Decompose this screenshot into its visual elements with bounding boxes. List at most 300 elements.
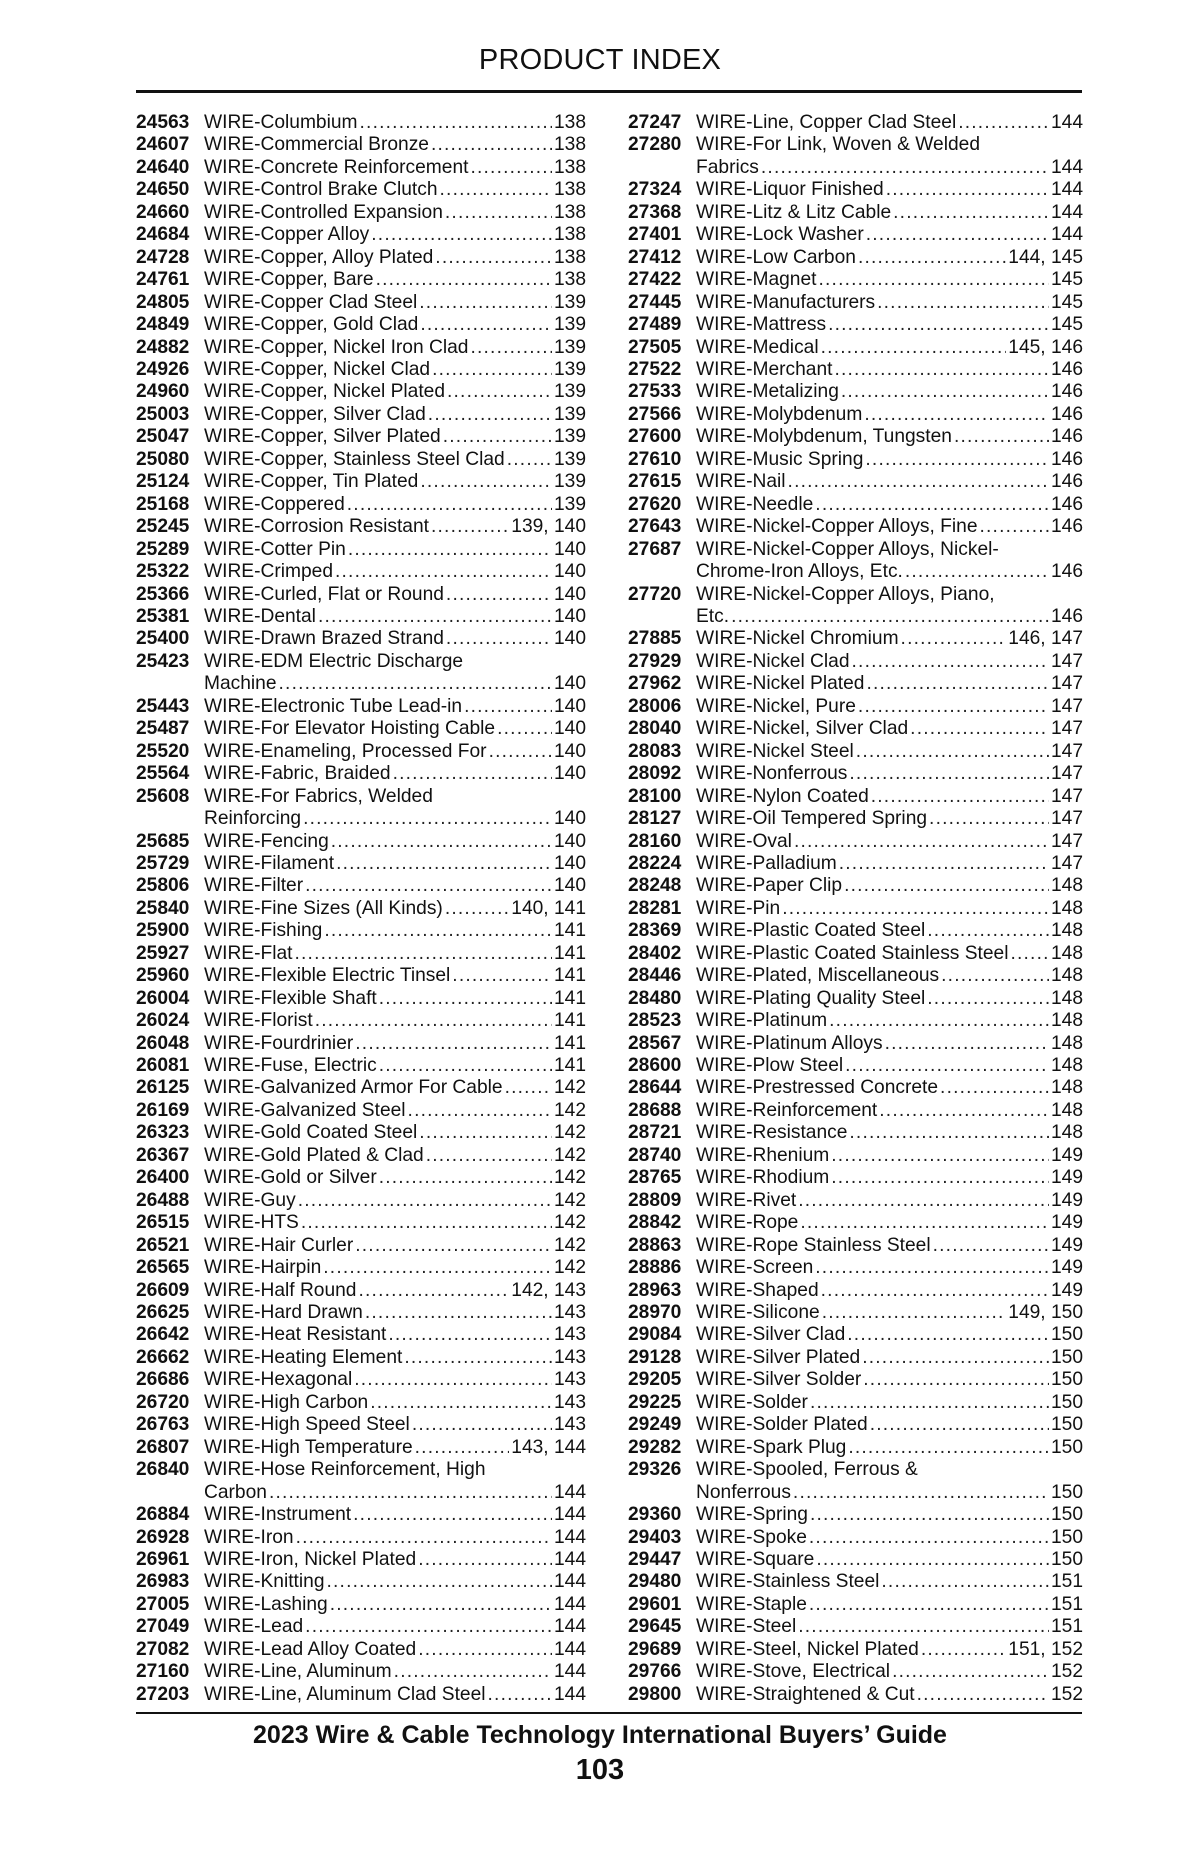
product-code: 26565 bbox=[136, 1257, 190, 1279]
page-reference: 146 bbox=[1050, 561, 1083, 583]
dot-leader bbox=[446, 584, 552, 606]
page-reference: 138 bbox=[553, 224, 586, 246]
dot-leader bbox=[798, 1190, 1049, 1212]
product-label: WIRE-Nickel-Copper Alloys, Piano, bbox=[696, 583, 995, 605]
index-entry bbox=[136, 516, 586, 538]
product-label: WIRE-Music Spring bbox=[696, 448, 864, 470]
product-code: 26928 bbox=[136, 1526, 190, 1548]
page-reference: 140 bbox=[553, 852, 586, 874]
page-reference: 150 bbox=[1050, 1436, 1083, 1458]
product-label: WIRE-Copper, Alloy Plated bbox=[204, 246, 434, 268]
product-code: 27005 bbox=[136, 1593, 190, 1615]
product-code: 25289 bbox=[136, 538, 190, 560]
product-code: 24926 bbox=[136, 358, 190, 380]
product-code: 25806 bbox=[136, 875, 190, 897]
page-reference: 139 bbox=[553, 426, 586, 448]
page-reference: 149 bbox=[1050, 1189, 1083, 1211]
page-reference: 144 bbox=[1050, 179, 1083, 201]
dot-leader bbox=[910, 718, 1049, 740]
page-reference: 146 bbox=[1050, 358, 1083, 380]
product-code: 29689 bbox=[628, 1638, 682, 1660]
index-entry bbox=[136, 763, 586, 785]
product-label: WIRE-Curled, Flat or Round bbox=[204, 583, 444, 605]
index-entry bbox=[136, 134, 586, 156]
dot-leader bbox=[298, 1190, 552, 1212]
product-code: 27445 bbox=[628, 291, 682, 313]
index-entry bbox=[628, 269, 1083, 291]
dot-leader bbox=[360, 112, 552, 134]
page-reference: 147 bbox=[1050, 740, 1083, 762]
dot-leader bbox=[940, 1077, 1049, 1099]
dot-leader bbox=[418, 1549, 552, 1571]
index-column-right bbox=[628, 112, 1083, 1706]
product-code: 29447 bbox=[628, 1549, 682, 1570]
dot-leader bbox=[849, 763, 1049, 785]
page-reference: 149 bbox=[1050, 1144, 1083, 1166]
product-label: WIRE-Iron, Nickel Plated bbox=[204, 1549, 417, 1570]
index-entry bbox=[628, 875, 1083, 897]
dot-leader bbox=[905, 561, 1049, 583]
product-label: WIRE-Screen bbox=[696, 1257, 814, 1279]
dot-leader bbox=[816, 1549, 1049, 1571]
product-label: WIRE-Medical bbox=[696, 336, 819, 358]
page-reference: 146, 147 bbox=[1008, 628, 1083, 650]
index-entry bbox=[628, 1257, 1083, 1279]
dot-leader bbox=[445, 202, 552, 224]
page-reference: 140 bbox=[553, 875, 586, 897]
dot-leader bbox=[418, 1639, 552, 1661]
dot-leader bbox=[839, 853, 1049, 875]
dot-leader bbox=[844, 875, 1049, 897]
product-code: 28688 bbox=[628, 1099, 682, 1121]
product-code: 29645 bbox=[628, 1616, 682, 1638]
page-reference: 144 bbox=[1050, 201, 1083, 223]
product-code: 26488 bbox=[136, 1189, 190, 1211]
page-reference: 144 bbox=[553, 1683, 586, 1705]
index-entry bbox=[136, 1571, 586, 1593]
product-code: 24805 bbox=[136, 291, 190, 313]
page-reference: 139 bbox=[553, 314, 586, 336]
index-entry bbox=[136, 1437, 586, 1459]
page-reference: 140 bbox=[553, 628, 586, 650]
product-label: WIRE-Silver Clad bbox=[696, 1324, 846, 1346]
dot-leader bbox=[404, 1347, 552, 1369]
product-label: WIRE-Corrosion Resistant bbox=[204, 516, 429, 538]
index-entry bbox=[136, 292, 586, 314]
product-label: WIRE-Fine Sizes (All Kinds) bbox=[204, 897, 443, 919]
page-reference: 150 bbox=[1050, 1414, 1083, 1436]
product-code: 28809 bbox=[628, 1189, 682, 1211]
page-reference: 142 bbox=[553, 1189, 586, 1211]
dot-leader bbox=[431, 516, 509, 538]
index-entry bbox=[628, 831, 1083, 853]
product-label: WIRE-Platinum bbox=[696, 1010, 828, 1032]
page-reference: 138 bbox=[553, 156, 586, 178]
product-label: Fabrics bbox=[696, 156, 759, 178]
dot-leader bbox=[415, 1437, 510, 1459]
index-entry bbox=[136, 539, 586, 561]
dot-leader bbox=[335, 561, 552, 583]
product-code: 25487 bbox=[136, 718, 190, 740]
index-entry bbox=[136, 1504, 586, 1526]
page-reference: 144 bbox=[553, 1616, 586, 1638]
product-label: WIRE-Square bbox=[696, 1549, 815, 1570]
footer-title: 2023 Wire & Cable Technology International Buyers’ Guide bbox=[253, 1721, 947, 1749]
dot-leader bbox=[834, 359, 1049, 381]
product-label: WIRE-Needle bbox=[696, 493, 814, 515]
page-reference: 146 bbox=[1050, 471, 1083, 493]
index-entry bbox=[628, 584, 1083, 629]
product-code: 27610 bbox=[628, 448, 682, 470]
product-code: 27885 bbox=[628, 628, 682, 650]
index-entry bbox=[136, 449, 586, 471]
product-label: WIRE-Copper, Nickel Plated bbox=[204, 381, 445, 403]
page-reference: 138 bbox=[553, 269, 586, 291]
index-entry bbox=[136, 853, 586, 875]
index-entry bbox=[628, 1661, 1083, 1683]
index-entry bbox=[628, 1055, 1083, 1077]
product-label: WIRE-Hexagonal bbox=[204, 1369, 353, 1391]
page-reference: 141 bbox=[553, 920, 586, 942]
dot-leader bbox=[810, 1504, 1049, 1526]
product-code: 27687 bbox=[628, 538, 682, 560]
page-reference: 147 bbox=[1050, 718, 1083, 740]
index-entry bbox=[628, 134, 1083, 179]
product-label: WIRE-Silver Plated bbox=[696, 1346, 861, 1368]
dot-leader bbox=[426, 1145, 552, 1167]
product-code: 28083 bbox=[628, 740, 682, 762]
index-entry bbox=[136, 920, 586, 942]
product-label: WIRE-Cotter Pin bbox=[204, 538, 346, 560]
index-entry bbox=[136, 1010, 586, 1032]
product-label: WIRE-Platinum Alloys bbox=[696, 1032, 883, 1054]
product-label: WIRE-HTS bbox=[204, 1212, 299, 1234]
product-code: 29205 bbox=[628, 1369, 682, 1391]
product-code: 24761 bbox=[136, 269, 190, 291]
dot-leader bbox=[445, 898, 509, 920]
dot-leader bbox=[892, 1661, 1049, 1683]
page-reference: 145 bbox=[1050, 314, 1083, 336]
dot-leader bbox=[788, 471, 1049, 493]
product-label: WIRE-Lashing bbox=[204, 1593, 328, 1615]
product-code: 26807 bbox=[136, 1436, 190, 1458]
dot-leader bbox=[353, 1504, 552, 1526]
index-column-left bbox=[136, 112, 586, 1706]
dot-leader bbox=[419, 292, 552, 314]
product-code: 28160 bbox=[628, 830, 682, 852]
dot-leader bbox=[431, 134, 552, 156]
page-reference: 148 bbox=[1050, 1099, 1083, 1121]
dot-leader bbox=[815, 494, 1049, 516]
product-label: WIRE-Copper, Stainless Steel Clad bbox=[204, 448, 505, 470]
dot-leader bbox=[296, 1527, 552, 1549]
page-reference: 148 bbox=[1050, 965, 1083, 987]
page-reference: 143 bbox=[553, 1302, 586, 1324]
page-reference: 140 bbox=[553, 718, 586, 740]
product-label: WIRE-Hairpin bbox=[204, 1257, 322, 1279]
dot-leader bbox=[845, 1055, 1049, 1077]
product-code: 27203 bbox=[136, 1683, 190, 1705]
page-reference: 140 bbox=[553, 673, 586, 695]
product-label: WIRE-Line, Aluminum Clad Steel bbox=[204, 1683, 486, 1705]
page-reference: 150 bbox=[1050, 1391, 1083, 1413]
product-label: WIRE-Oil Tempered Spring bbox=[696, 808, 928, 830]
page-reference: 149, 150 bbox=[1008, 1302, 1083, 1324]
dot-leader bbox=[505, 1077, 552, 1099]
product-code: 24960 bbox=[136, 381, 190, 403]
index-entry bbox=[628, 1302, 1083, 1324]
product-code: 28040 bbox=[628, 718, 682, 740]
page-reference: 141 bbox=[553, 1032, 586, 1054]
index-entry bbox=[628, 1167, 1083, 1189]
dot-leader bbox=[452, 965, 552, 987]
page-reference: 150 bbox=[1050, 1526, 1083, 1548]
product-code: 28963 bbox=[628, 1279, 682, 1301]
page-reference: 141 bbox=[553, 1010, 586, 1032]
dot-leader bbox=[318, 606, 552, 628]
page-reference: 139 bbox=[553, 448, 586, 470]
product-label: WIRE-Knitting bbox=[204, 1571, 325, 1593]
page-reference: 149 bbox=[1050, 1212, 1083, 1234]
product-label: WIRE-Copper, Bare bbox=[204, 269, 374, 291]
dot-leader bbox=[849, 1122, 1049, 1144]
index-entry bbox=[136, 1055, 586, 1077]
index-entry bbox=[628, 1527, 1083, 1549]
dot-leader bbox=[315, 1010, 552, 1032]
product-code: 24728 bbox=[136, 246, 190, 268]
product-code: 26169 bbox=[136, 1099, 190, 1121]
product-code: 24640 bbox=[136, 156, 190, 178]
product-code: 27505 bbox=[628, 336, 682, 358]
dot-leader bbox=[822, 1302, 1007, 1324]
product-code: 29282 bbox=[628, 1436, 682, 1458]
page-reference: 144 bbox=[1050, 112, 1083, 133]
index-entry bbox=[136, 1190, 586, 1212]
product-label: WIRE-Flexible Electric Tinsel bbox=[204, 965, 451, 987]
product-label: WIRE-Nickel, Pure bbox=[696, 695, 856, 717]
dot-leader bbox=[488, 1684, 552, 1706]
index-entry bbox=[136, 314, 586, 336]
page-reference: 140, 141 bbox=[511, 897, 586, 919]
product-label: WIRE-Copper, Tin Plated bbox=[204, 471, 419, 493]
dot-leader bbox=[954, 426, 1049, 448]
product-label: WIRE-Spooled, Ferrous & bbox=[696, 1459, 918, 1481]
dot-leader bbox=[929, 808, 1049, 830]
dot-leader bbox=[348, 539, 552, 561]
product-code: 25047 bbox=[136, 426, 190, 448]
dot-leader bbox=[393, 763, 552, 785]
page-reference: 148 bbox=[1050, 987, 1083, 1009]
product-code: 27368 bbox=[628, 201, 682, 223]
product-code: 28740 bbox=[628, 1144, 682, 1166]
dot-leader bbox=[394, 1661, 552, 1683]
page-reference: 142 bbox=[553, 1257, 586, 1279]
index-entry bbox=[136, 247, 586, 269]
dot-leader bbox=[435, 247, 552, 269]
dot-leader bbox=[370, 1392, 552, 1414]
index-entry bbox=[136, 404, 586, 426]
dot-leader bbox=[793, 1482, 1049, 1504]
page-reference: 144 bbox=[553, 1638, 586, 1660]
dot-leader bbox=[464, 696, 552, 718]
product-label: WIRE-Stove, Electrical bbox=[696, 1661, 891, 1683]
index-entry bbox=[136, 1212, 586, 1234]
product-label: WIRE-Hard Drawn bbox=[204, 1302, 363, 1324]
dot-leader bbox=[305, 1616, 552, 1638]
product-label: WIRE-Nickel Steel bbox=[696, 740, 854, 762]
page-reference: 140 bbox=[553, 695, 586, 717]
index-entry bbox=[628, 337, 1083, 359]
product-code: 24607 bbox=[136, 134, 190, 156]
dot-leader bbox=[794, 831, 1049, 853]
dot-leader bbox=[303, 808, 552, 830]
dot-leader bbox=[440, 179, 552, 201]
index-entry bbox=[628, 224, 1083, 246]
index-entry bbox=[136, 584, 586, 606]
product-code: 26884 bbox=[136, 1504, 190, 1526]
product-label: WIRE-Lead Alloy Coated bbox=[204, 1638, 417, 1660]
page-reference: 144 bbox=[553, 1504, 586, 1526]
page-reference: 144 bbox=[553, 1481, 586, 1503]
product-label: WIRE-Iron bbox=[204, 1526, 294, 1548]
footer-rule bbox=[136, 1712, 1082, 1714]
index-entry bbox=[628, 943, 1083, 965]
index-entry bbox=[628, 651, 1083, 673]
index-entry bbox=[136, 741, 586, 763]
index-entry bbox=[136, 1549, 586, 1571]
page-reference: 143 bbox=[553, 1414, 586, 1436]
product-label: WIRE-Prestressed Concrete bbox=[696, 1077, 939, 1099]
product-label: WIRE-Plow Steel bbox=[696, 1055, 844, 1077]
page-reference: 149 bbox=[1050, 1257, 1083, 1279]
index-entry bbox=[136, 786, 586, 831]
product-label: WIRE-Fuse, Electric bbox=[204, 1055, 377, 1077]
index-entry bbox=[628, 539, 1083, 584]
dot-leader bbox=[852, 651, 1049, 673]
product-label: WIRE-Solder Plated bbox=[696, 1414, 868, 1436]
product-label: WIRE-Guy bbox=[204, 1189, 296, 1211]
index-entry bbox=[628, 359, 1083, 381]
dot-leader bbox=[408, 1100, 552, 1122]
product-code: 27412 bbox=[628, 246, 682, 268]
product-code: 26642 bbox=[136, 1324, 190, 1346]
page-reference: 147 bbox=[1050, 852, 1083, 874]
index-entry bbox=[628, 1347, 1083, 1369]
product-code: 27082 bbox=[136, 1638, 190, 1660]
dot-leader bbox=[294, 943, 552, 965]
product-label: WIRE-Nickel Plated bbox=[696, 673, 865, 695]
page-reference: 144 bbox=[553, 1549, 586, 1570]
page-reference: 147 bbox=[1050, 695, 1083, 717]
index-entry bbox=[628, 1437, 1083, 1459]
index-entry bbox=[136, 1167, 586, 1189]
product-label: WIRE-Silicone bbox=[696, 1302, 820, 1324]
dot-leader bbox=[432, 359, 552, 381]
product-code: 25520 bbox=[136, 740, 190, 762]
index-entry bbox=[628, 202, 1083, 224]
page-reference: 148 bbox=[1050, 942, 1083, 964]
product-label: WIRE-Rhodium bbox=[696, 1167, 830, 1189]
product-code: 25381 bbox=[136, 605, 190, 627]
page-reference: 150 bbox=[1050, 1324, 1083, 1346]
product-label: WIRE-Magnet bbox=[696, 269, 817, 291]
product-label: WIRE-Line, Aluminum bbox=[204, 1661, 392, 1683]
page-reference: 148 bbox=[1050, 875, 1083, 897]
product-label: WIRE-Filament bbox=[204, 852, 335, 874]
dot-leader bbox=[379, 1167, 552, 1189]
index-entry bbox=[628, 1549, 1083, 1571]
product-code: 24882 bbox=[136, 336, 190, 358]
index-entry bbox=[628, 786, 1083, 808]
page-reference: 151 bbox=[1050, 1616, 1083, 1638]
index-entry bbox=[136, 831, 586, 853]
dot-leader bbox=[388, 1324, 552, 1346]
product-label: WIRE-Nickel Chromium bbox=[696, 628, 899, 650]
dot-leader bbox=[901, 628, 1007, 650]
page-reference: 140 bbox=[553, 740, 586, 762]
product-label: WIRE-Nylon Coated bbox=[696, 785, 869, 807]
index-entry bbox=[136, 965, 586, 987]
dot-leader bbox=[917, 1684, 1049, 1706]
index-entry bbox=[628, 853, 1083, 875]
product-label: WIRE-Controlled Expansion bbox=[204, 201, 443, 223]
page-reference: 146 bbox=[1050, 448, 1083, 470]
index-entry bbox=[136, 1661, 586, 1683]
product-code: 26625 bbox=[136, 1302, 190, 1324]
page-reference: 144 bbox=[553, 1593, 586, 1615]
page-reference: 144 bbox=[1050, 156, 1083, 178]
product-code: 24849 bbox=[136, 314, 190, 336]
dot-leader bbox=[470, 337, 552, 359]
dot-leader bbox=[279, 673, 552, 695]
dot-leader bbox=[412, 1414, 552, 1436]
product-code: 25080 bbox=[136, 448, 190, 470]
dot-leader bbox=[497, 718, 552, 740]
product-code: 25423 bbox=[136, 650, 190, 672]
page-reference: 151, 152 bbox=[1008, 1638, 1083, 1660]
page-reference: 150 bbox=[1050, 1504, 1083, 1526]
product-label: WIRE-Concrete Reinforcement bbox=[204, 156, 469, 178]
index-entry bbox=[136, 1369, 586, 1391]
product-label: WIRE-Low Carbon bbox=[696, 246, 856, 268]
product-code: 28600 bbox=[628, 1055, 682, 1077]
dot-leader bbox=[933, 1235, 1049, 1257]
product-label: WIRE-Solder bbox=[696, 1391, 808, 1413]
product-label: WIRE-Copper, Silver Clad bbox=[204, 403, 426, 425]
product-code: 25366 bbox=[136, 583, 190, 605]
dot-leader bbox=[810, 1392, 1049, 1414]
index-entry bbox=[136, 494, 586, 516]
dot-leader bbox=[489, 741, 552, 763]
page-reference: 148 bbox=[1050, 1077, 1083, 1099]
index-entry bbox=[136, 1594, 586, 1616]
product-code: 29084 bbox=[628, 1324, 682, 1346]
index-entry bbox=[136, 112, 586, 134]
product-code: 28886 bbox=[628, 1257, 682, 1279]
product-label: WIRE-Steel bbox=[696, 1616, 797, 1638]
product-label: WIRE-Rivet bbox=[696, 1189, 797, 1211]
product-label: WIRE-Flat bbox=[204, 942, 293, 964]
product-label: WIRE-Fabric, Braided bbox=[204, 763, 391, 785]
product-label: WIRE-Rope Stainless Steel bbox=[696, 1234, 931, 1256]
product-label: WIRE-Lead bbox=[204, 1616, 304, 1638]
product-code: 29766 bbox=[628, 1661, 682, 1683]
product-code: 27522 bbox=[628, 358, 682, 380]
product-code: 26763 bbox=[136, 1414, 190, 1436]
page-reference: 147 bbox=[1050, 785, 1083, 807]
product-label: WIRE-Control Brake Clutch bbox=[204, 179, 438, 201]
dot-leader bbox=[858, 696, 1049, 718]
